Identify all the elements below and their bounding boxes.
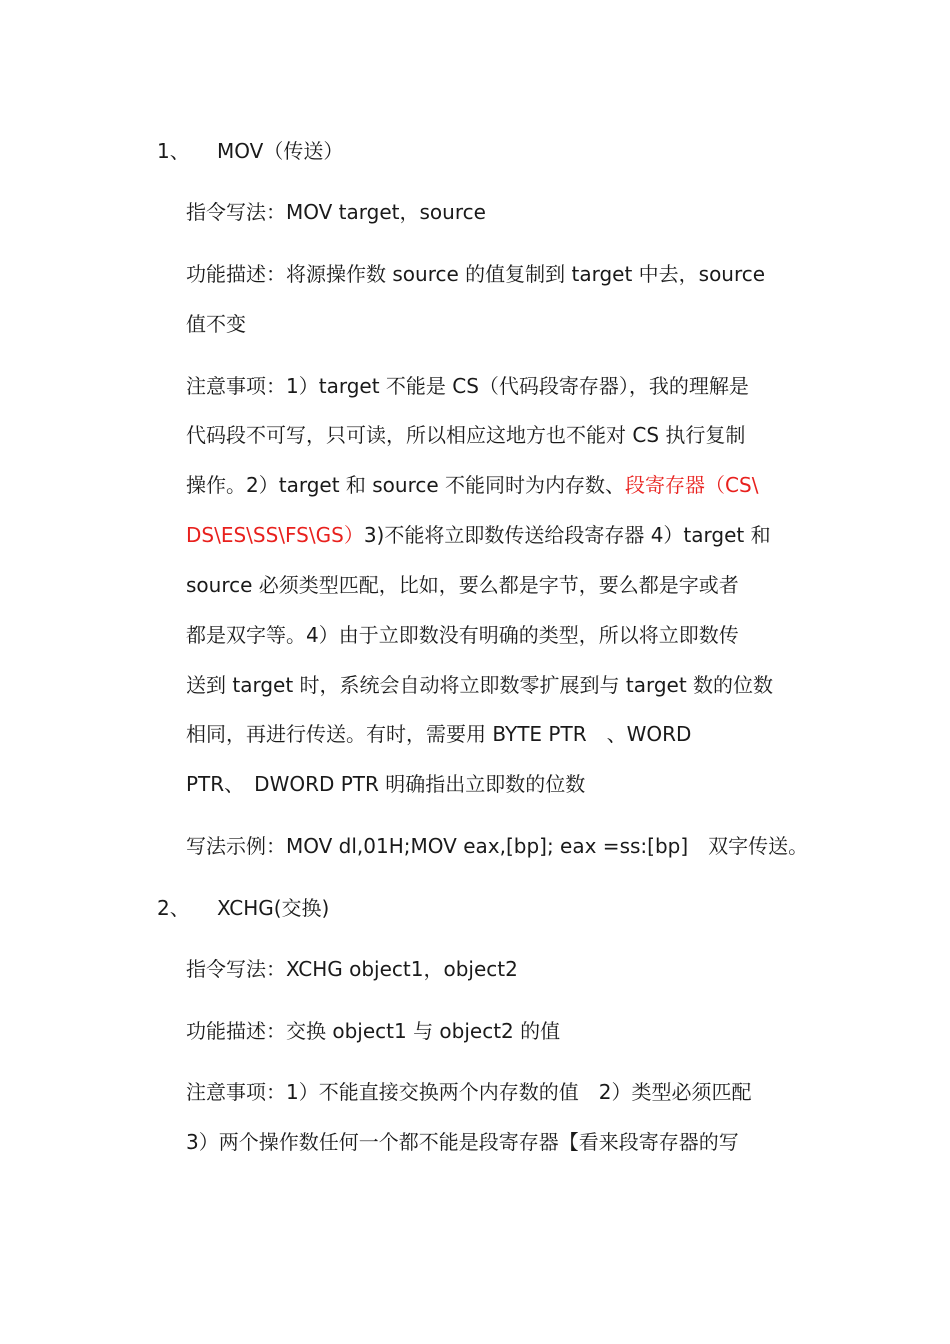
notes-line: [186, 521, 771, 549]
syntax-line: 指令写法：XCHG object1，object2: [186, 957, 518, 981]
notes-line: source 必须类型匹配，比如，要么都是字节，要么都是字或者: [186, 573, 739, 597]
section-title: XCHG(交换): [217, 896, 330, 920]
section-number: 2、: [157, 896, 190, 920]
notes-line: 送到 target 时，系统会自动将立即数零扩展到与 target 数的位数: [186, 673, 774, 697]
notes-line: 都是双字等。4）由于立即数没有明确的类型，所以将立即数传: [186, 623, 739, 647]
syntax-line: 指令写法：MOV target，source: [186, 200, 486, 224]
section-number: 1、: [157, 139, 190, 163]
example-line: 写法示例：MOV dl,01H;MOV eax,[bp]; eax =ss:[bp] 双字传送。: [186, 834, 809, 858]
notes-line: 注意事项：1）target 不能是 CS（代码段寄存器），我的理解是: [186, 374, 749, 398]
description-line: 值不变: [186, 312, 246, 336]
notes-text: 操作。2）target 和 source 不能同时为内存数、: [186, 473, 626, 497]
description-line: 功能描述：交换 object1 与 object2 的值: [186, 1019, 561, 1043]
notes-line: 3）两个操作数任何一个都不能是段寄存器【看来段寄存器的写: [186, 1130, 739, 1154]
notes-line: 注意事项：1）不能直接交换两个内存数的值 2）类型必须匹配: [186, 1080, 752, 1104]
notes-text: 3)不能将立即数传送给段寄存器 4）target 和: [363, 523, 771, 547]
highlighted-text: 段寄存器（CS\: [625, 473, 759, 497]
notes-line: PTR、 DWORD PTR 明确指出立即数的位数: [186, 772, 586, 796]
notes-line: 相同，再进行传送。有时，需要用 BYTE PTR 、WORD: [186, 722, 692, 746]
notes-line: [186, 471, 758, 499]
description-line: 功能描述：将源操作数 source 的值复制到 target 中去，source: [186, 262, 766, 286]
section-title: MOV（传送）: [217, 139, 344, 163]
notes-line: 代码段不可写，只可读，所以相应这地方也不能对 CS 执行复制: [186, 423, 746, 447]
highlighted-text: DS\ES\SS\FS\GS）: [186, 523, 364, 547]
